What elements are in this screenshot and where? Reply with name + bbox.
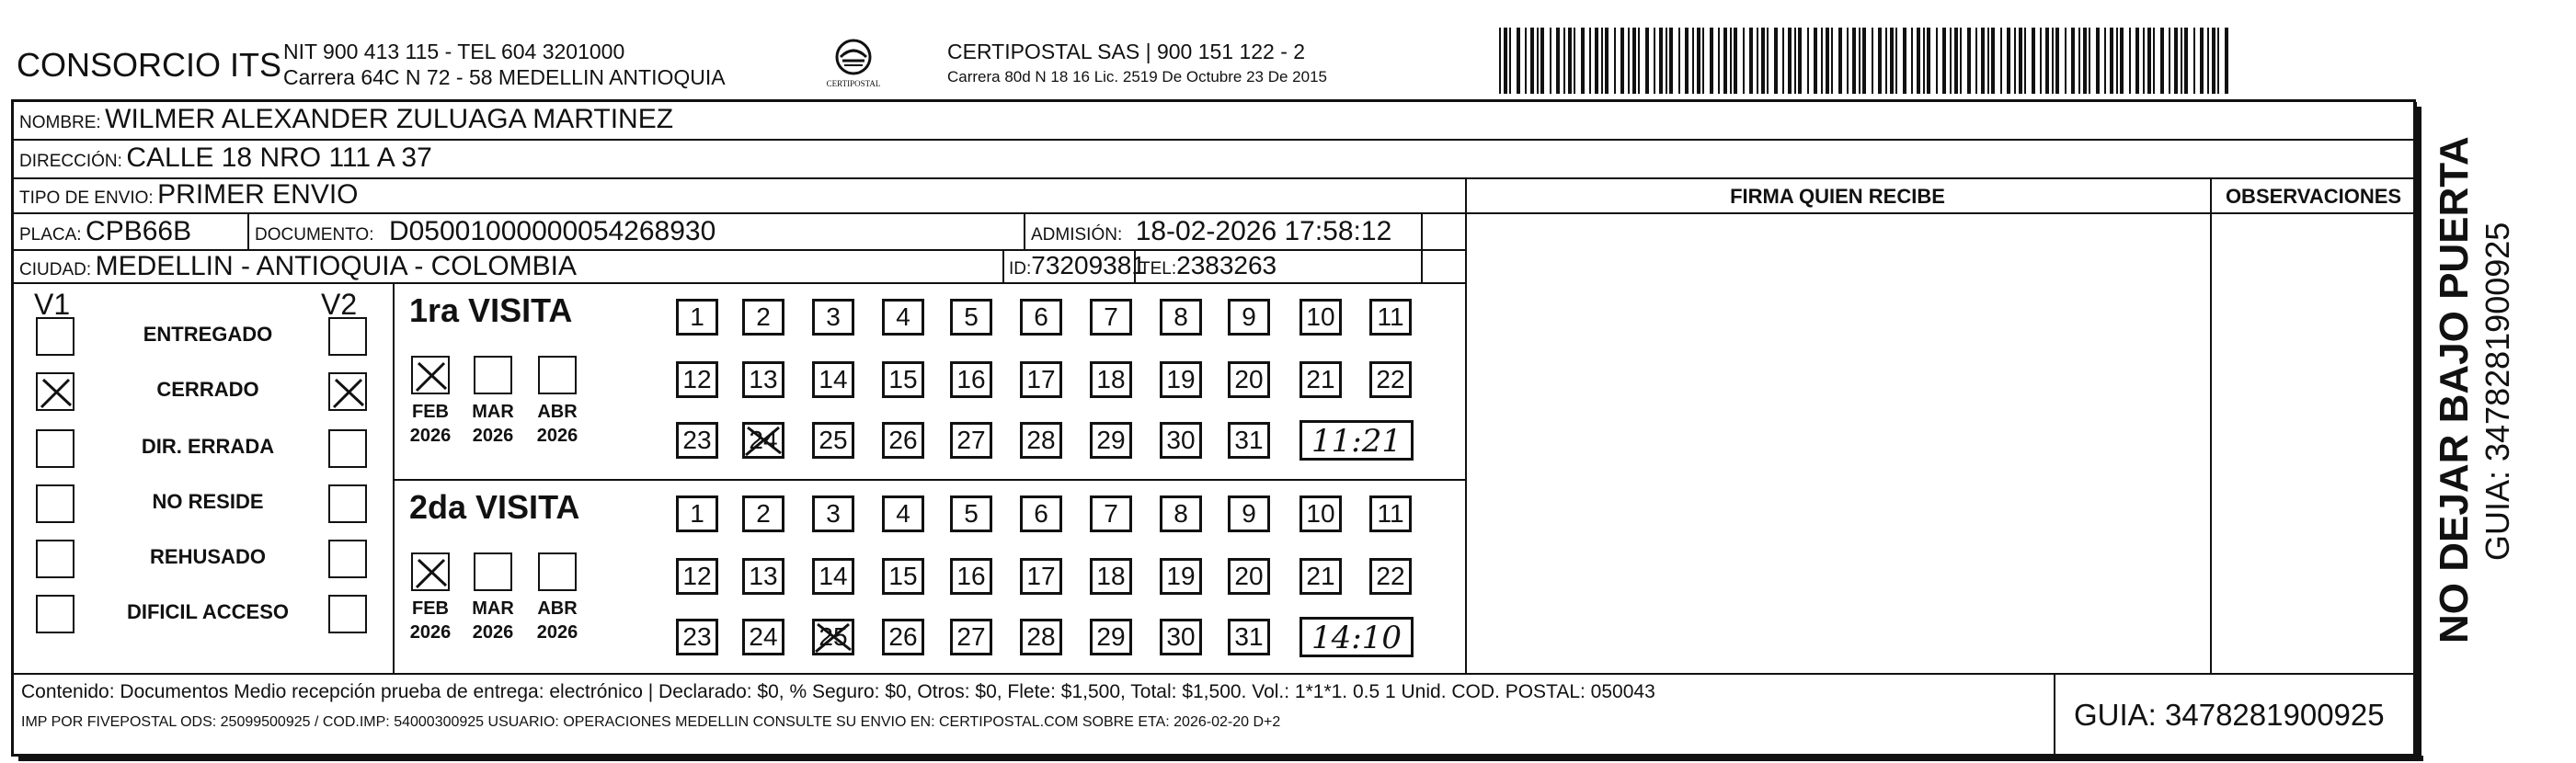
check-mark-icon xyxy=(413,358,450,394)
nit-line: NIT 900 413 115 - TEL 604 3201000 xyxy=(283,40,625,63)
guide-form xyxy=(11,99,2416,757)
placa-label: PLACA: xyxy=(19,225,82,245)
company-name: CONSORCIO ITS xyxy=(17,46,282,84)
tipo-envio-value: PRIMER ENVIO xyxy=(157,179,359,210)
month-label xyxy=(402,400,459,448)
company-contact xyxy=(283,39,726,90)
handwritten-time[interactable]: 11:21 xyxy=(1299,420,1414,461)
month-year: 2026 xyxy=(472,622,514,643)
certipostal-line: CERTIPOSTAL SAS | 900 151 122 - 2 xyxy=(947,40,1306,63)
v1-checkbox[interactable] xyxy=(36,429,74,468)
month-name: MAR xyxy=(472,402,514,422)
observations-area[interactable] xyxy=(2212,214,2415,671)
day-box[interactable]: 10 xyxy=(1299,299,1342,336)
v1-checkbox[interactable] xyxy=(36,595,74,633)
tel-cell xyxy=(1139,251,1277,280)
footer-content: Contenido: Documentos Medio recepción prueba de entrega: electrónico | Declarado: $0, % Seguro: $0, Otros: $0, Flete: $1,500, Total: $1,500. Vol.: 1*1*1. 0.5 1 Unid. COD. POSTAL: 050043 xyxy=(21,681,1655,702)
v1-label: V1 xyxy=(34,288,71,321)
month-name: FEB xyxy=(412,598,449,619)
status-label: DIFICIL ACCESO xyxy=(126,600,289,623)
status-label: CERRADO xyxy=(156,378,259,401)
day-box[interactable]: 6 xyxy=(1020,299,1062,336)
day-box[interactable]: 4 xyxy=(882,299,924,336)
day-box[interactable]: 11 xyxy=(1369,495,1412,532)
v1-checkbox[interactable] xyxy=(36,372,74,411)
month-label xyxy=(464,400,521,448)
documento-label: DOCUMENTO: xyxy=(255,225,374,245)
month-year: 2026 xyxy=(472,426,514,446)
day-box[interactable]: 19 xyxy=(1160,558,1202,595)
check-mark-icon xyxy=(330,374,367,411)
id-cell xyxy=(1009,251,1146,280)
month-checkbox[interactable] xyxy=(411,552,450,591)
month-checkbox[interactable] xyxy=(538,356,577,394)
day-box[interactable]: 11 xyxy=(1369,299,1412,336)
certipostal-address: Carrera 80d N 18 16 Lic. 2519 De Octubre 23 De 2015 xyxy=(947,68,1327,85)
day-box[interactable]: 28 xyxy=(1020,619,1062,655)
day-box[interactable]: 26 xyxy=(882,422,924,459)
placa-value: CPB66B xyxy=(86,216,192,246)
day-box[interactable]: 5 xyxy=(950,495,992,532)
day-box[interactable]: 16 xyxy=(950,558,992,595)
day-box[interactable]: 18 xyxy=(1090,558,1132,595)
day-box[interactable]: 25 xyxy=(812,422,854,459)
no-dejar-bajo-puerta: NO DEJAR BAJO PUERTA xyxy=(2432,136,2477,643)
day-box[interactable]: 24 xyxy=(742,422,784,459)
day-box[interactable]: 1 xyxy=(676,495,718,532)
tel-label: TEL: xyxy=(1139,259,1177,279)
placa-cell xyxy=(19,216,191,247)
signature-area[interactable] xyxy=(1467,214,2208,671)
month-year: 2026 xyxy=(536,622,578,643)
month-year: 2026 xyxy=(409,622,452,643)
barcode-gap xyxy=(2228,28,2233,94)
company-address: Carrera 64C N 72 - 58 MEDELLIN ANTIOQUIA xyxy=(283,65,726,89)
documento-cell xyxy=(255,216,716,247)
direccion-label: DIRECCIÓN: xyxy=(19,152,122,171)
day-box[interactable]: 27 xyxy=(950,619,992,655)
month-year: 2026 xyxy=(409,426,452,446)
nombre-value: WILMER ALEXANDER ZULUAGA MARTINEZ xyxy=(105,104,674,134)
month-name: MAR xyxy=(472,598,514,619)
nombre-label: NOMBRE: xyxy=(19,113,101,132)
day-box[interactable]: 26 xyxy=(882,619,924,655)
day-box[interactable]: 1 xyxy=(676,299,718,336)
v2-checkbox[interactable] xyxy=(328,372,367,411)
status-label: DIR. ERRADA xyxy=(141,435,275,458)
month-checkbox[interactable] xyxy=(538,552,577,591)
visit-title: 1ra VISITA xyxy=(409,291,573,329)
v1-checkbox[interactable] xyxy=(36,317,74,356)
month-label xyxy=(529,597,586,644)
v2-checkbox[interactable] xyxy=(328,484,367,523)
day-box[interactable]: 29 xyxy=(1090,422,1132,459)
day-box[interactable]: 13 xyxy=(742,361,784,398)
status-label: ENTREGADO xyxy=(143,323,273,346)
barcode xyxy=(1499,28,2235,94)
v2-checkbox[interactable] xyxy=(328,540,367,578)
day-box[interactable]: 19 xyxy=(1160,361,1202,398)
v1-checkbox[interactable] xyxy=(36,540,74,578)
day-box[interactable]: 22 xyxy=(1369,361,1412,398)
day-box[interactable]: 27 xyxy=(950,422,992,459)
direccion-row xyxy=(19,142,432,174)
handwritten-time[interactable]: 14:10 xyxy=(1299,617,1414,657)
id-label: ID: xyxy=(1009,259,1032,279)
status-label: REHUSADO xyxy=(150,545,266,568)
day-box[interactable]: 14 xyxy=(812,361,854,398)
day-box[interactable]: 21 xyxy=(1299,361,1342,398)
v2-checkbox[interactable] xyxy=(328,595,367,633)
v2-checkbox[interactable] xyxy=(328,317,367,356)
id-value: 73209381 xyxy=(1031,251,1146,279)
day-box[interactable]: 20 xyxy=(1228,558,1270,595)
day-box[interactable]: 13 xyxy=(742,558,784,595)
v2-checkbox[interactable] xyxy=(328,429,367,468)
footer-guia: GUIA: 3478281900925 xyxy=(2074,698,2385,732)
day-box[interactable]: 30 xyxy=(1160,422,1202,459)
day-box[interactable]: 3 xyxy=(812,299,854,336)
admision-value: 18-02-2026 17:58:12 xyxy=(1135,216,1392,246)
day-box[interactable]: 29 xyxy=(1090,619,1132,655)
admision-cell xyxy=(1031,216,1391,247)
day-box[interactable]: 15 xyxy=(882,558,924,595)
day-box[interactable]: 10 xyxy=(1299,495,1342,532)
day-box[interactable]: 20 xyxy=(1228,361,1270,398)
day-cross-mark xyxy=(812,619,854,655)
day-box[interactable]: 7 xyxy=(1090,495,1132,532)
day-cross-mark xyxy=(742,422,784,459)
day-box[interactable]: 5 xyxy=(950,299,992,336)
month-label xyxy=(464,597,521,644)
day-box[interactable]: 7 xyxy=(1090,299,1132,336)
visit-title: 2da VISITA xyxy=(409,488,580,526)
documento-value: D05001000000054268930 xyxy=(388,216,716,246)
day-box[interactable]: 17 xyxy=(1020,361,1062,398)
month-checkbox[interactable] xyxy=(474,552,512,591)
month-name: ABR xyxy=(537,402,578,422)
day-box[interactable]: 16 xyxy=(950,361,992,398)
day-box[interactable]: 3 xyxy=(812,495,854,532)
ciudad-label: CIUDAD: xyxy=(19,260,92,279)
tipo-envio-label: TIPO DE ENVIO: xyxy=(19,188,154,208)
day-box[interactable]: 23 xyxy=(676,619,718,655)
month-name: FEB xyxy=(412,402,449,422)
day-box[interactable]: 4 xyxy=(882,495,924,532)
day-box[interactable]: 22 xyxy=(1369,558,1412,595)
ciudad-cell xyxy=(19,251,577,282)
day-box[interactable]: 30 xyxy=(1160,619,1202,655)
day-box[interactable]: 6 xyxy=(1020,495,1062,532)
logo-text: CERTIPOSTAL xyxy=(826,79,881,88)
check-mark-icon xyxy=(413,554,450,591)
side-guia: GUIA: 3478281900925 xyxy=(2479,222,2516,561)
tipo-envio-row xyxy=(19,179,359,211)
month-label xyxy=(529,400,586,448)
v2-label: V2 xyxy=(321,288,358,321)
nombre-row xyxy=(19,104,673,135)
footer-print-info: IMP POR FIVEPOSTAL ODS: 25099500925 / COD.IMP: 54000300925 USUARIO: OPERACIONES MEDELLIN CONSULTE SU ENVIO EN: CERTIPOSTAL.COM SOBRE ETA: 2026-02-20 D+2 xyxy=(21,714,1281,730)
status-label: NO RESIDE xyxy=(152,490,264,513)
firma-header: FIRMA QUIEN RECIBE xyxy=(1730,185,1945,208)
day-box[interactable]: 12 xyxy=(676,558,718,595)
observaciones-header: OBSERVACIONES xyxy=(2225,185,2402,208)
day-box[interactable]: 21 xyxy=(1299,558,1342,595)
certipostal-info xyxy=(947,39,1327,90)
day-box[interactable]: 9 xyxy=(1228,495,1270,532)
day-box[interactable]: 9 xyxy=(1228,299,1270,336)
check-mark-icon xyxy=(38,374,74,411)
day-box[interactable]: 31 xyxy=(1228,619,1270,655)
day-box[interactable]: 24 xyxy=(742,619,784,655)
day-box[interactable]: 8 xyxy=(1160,495,1202,532)
tel-value: 2383263 xyxy=(1176,251,1277,279)
day-box[interactable]: 15 xyxy=(882,361,924,398)
day-box[interactable]: 17 xyxy=(1020,558,1062,595)
month-checkbox[interactable] xyxy=(474,356,512,394)
day-box[interactable]: 31 xyxy=(1228,422,1270,459)
admision-label: ADMISIÓN: xyxy=(1031,225,1123,245)
day-box[interactable]: 28 xyxy=(1020,422,1062,459)
day-box[interactable]: 25 xyxy=(812,619,854,655)
month-year: 2026 xyxy=(536,426,578,446)
month-label xyxy=(402,597,459,644)
certipostal-logo xyxy=(817,37,890,99)
ciudad-value: MEDELLIN - ANTIOQUIA - COLOMBIA xyxy=(95,251,578,281)
day-box[interactable]: 23 xyxy=(676,422,718,459)
day-box[interactable]: 2 xyxy=(742,299,784,336)
day-box[interactable]: 14 xyxy=(812,558,854,595)
day-box[interactable]: 8 xyxy=(1160,299,1202,336)
v1-checkbox[interactable] xyxy=(36,484,74,523)
month-name: ABR xyxy=(537,598,578,619)
month-checkbox[interactable] xyxy=(411,356,450,394)
day-box[interactable]: 18 xyxy=(1090,361,1132,398)
direccion-value: CALLE 18 NRO 111 A 37 xyxy=(126,142,432,173)
day-box[interactable]: 2 xyxy=(742,495,784,532)
day-box[interactable]: 12 xyxy=(676,361,718,398)
